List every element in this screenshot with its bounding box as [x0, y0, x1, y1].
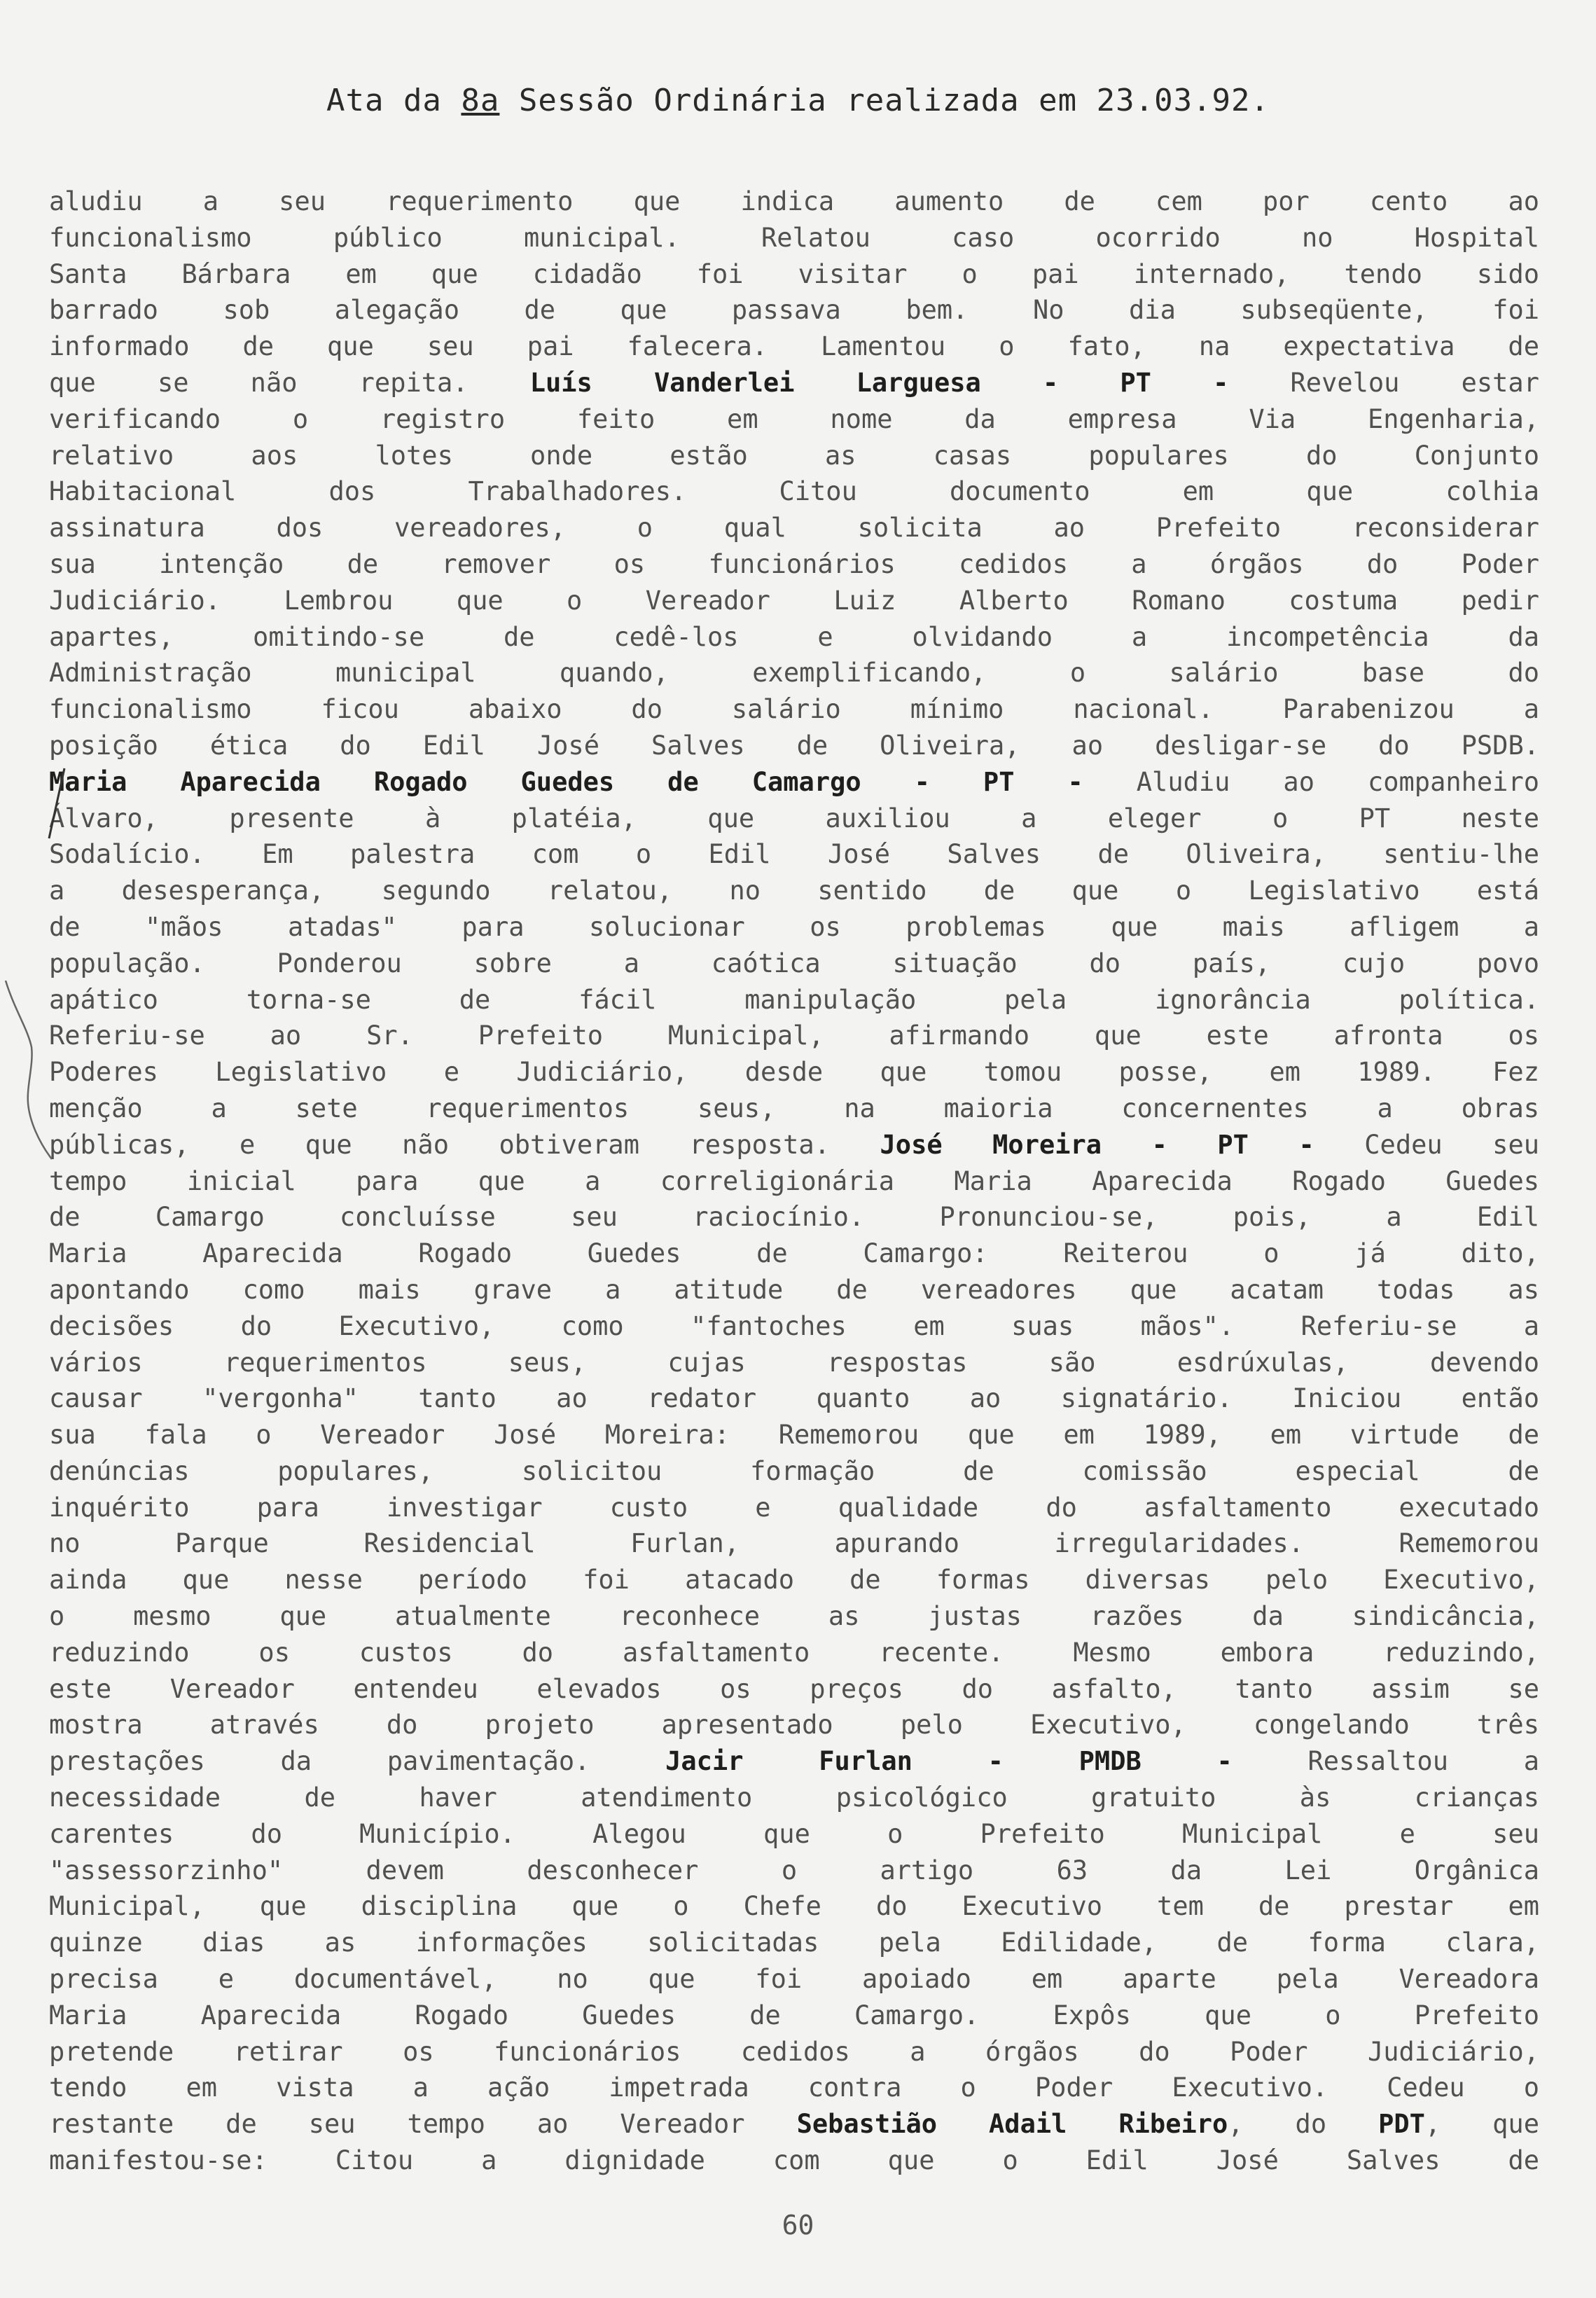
text-line: [49, 1199, 1539, 1235]
speaker-name: Luís Vanderlei Larguesa - PT -: [529, 367, 1229, 398]
text-line: [49, 256, 1539, 293]
text-line: [49, 1490, 1539, 1526]
text-line: [49, 184, 1539, 220]
text-segment: a desesperança, segundo relatou, no sentido de que o Legislativo está: [49, 875, 1539, 906]
text-line: [49, 1054, 1539, 1091]
text-line: [49, 1853, 1539, 1889]
speaker-name: Maria Aparecida Rogado Guedes de Camargo - PT -: [49, 766, 1083, 797]
text-line: [49, 801, 1539, 837]
text-line: [49, 546, 1539, 583]
text-line: [49, 691, 1539, 728]
text-line: [49, 2106, 1539, 2143]
text-segment: relativo aos lotes onde estão as casas populares do Conjunto: [49, 440, 1539, 471]
text-segment: que se não repita.: [49, 367, 530, 398]
text-segment: assinatura dos vereadores, o qual solicita ao Prefeito reconsiderar: [49, 513, 1539, 544]
text-line: [49, 1525, 1539, 1562]
text-segment: tendo em vista a ação impetrada contra o Poder Executivo. Cedeu o: [49, 2072, 1539, 2103]
text-segment: Revelou estar: [1228, 367, 1539, 398]
text-segment: de "mãos atadas" para solucionar os problemas que mais afligem a: [49, 911, 1539, 942]
text-line: [49, 292, 1539, 328]
text-line: [49, 2034, 1539, 2070]
text-segment: Álvaro, presente à platéia, que auxiliou a eleger o PT neste: [49, 803, 1539, 833]
speaker-name: Sebastião Adail Ribeiro: [796, 2109, 1228, 2140]
text-line: [49, 583, 1539, 619]
text-line: [49, 909, 1539, 946]
text-line: [49, 873, 1539, 909]
text-segment: este Vereador entendeu elevados os preços do asfalto, tanto assim se: [49, 1673, 1539, 1704]
text-line: [49, 836, 1539, 873]
text-line: [49, 220, 1539, 256]
text-segment: Aludiu ao companheiro: [1083, 766, 1540, 797]
text-segment: população. Ponderou sobre a caótica situação do país, cujo povo: [49, 948, 1539, 978]
text-line: [49, 1888, 1539, 1925]
text-line: [49, 1345, 1539, 1381]
text-segment: Habitacional dos Trabalhadores. Citou documento em que colhia: [49, 476, 1539, 507]
text-segment: sua fala o Vereador José Moreira: Rememorou que em 1989, em virtude de: [49, 1420, 1539, 1451]
handwritten-margin-mark: [0, 981, 56, 1191]
text-segment: pretende retirar os funcionários cedidos a órgãos do Poder Judiciário,: [49, 2036, 1539, 2067]
text-segment: de Camargo concluísse seu raciocínio. Pronunciou-se, pois, a Edil: [49, 1202, 1539, 1233]
text-segment: aludiu a seu requerimento que indica aumento de cem por cento ao: [49, 186, 1539, 216]
text-segment: mostra através do projeto apresentado pelo Executivo, congelando três: [49, 1710, 1539, 1740]
text-segment: Cedeu seu: [1314, 1129, 1539, 1160]
speaker-name: Jacir Furlan - PMDB -: [665, 1746, 1233, 1777]
text-segment: tempo inicial para que a correligionária Maria Aparecida Rogado Guedes: [49, 1165, 1539, 1196]
text-line: [49, 2143, 1539, 2179]
text-segment: apartes, omitindo-se de cedê-los e olvidando a incompetência da: [49, 621, 1539, 652]
text-segment: Referiu-se ao Sr. Prefeito Municipal, afirmando que este afronta os: [49, 1020, 1539, 1051]
text-segment: posição ética do Edil José Salves de Oliveira, ao desligar-se do PSDB.: [49, 730, 1539, 761]
text-line: [49, 1272, 1539, 1308]
text-segment: Municipal, que disciplina que o Chefe do Executivo tem de prestar em: [49, 1891, 1539, 1922]
text-line: [49, 510, 1539, 546]
text-segment: Maria Aparecida Rogado Guedes de Camargo. Expôs que o Prefeito: [49, 2000, 1539, 2030]
text-line: [49, 655, 1539, 691]
text-segment: sua intenção de remover os funcionários cedidos a órgãos do Poder: [49, 548, 1539, 579]
page-title: [0, 83, 1596, 118]
text-line: [49, 328, 1539, 365]
text-segment: funcionalismo público municipal. Relatou caso ocorrido no Hospital: [49, 222, 1539, 253]
text-segment: no Parque Residencial Furlan, apurando irregularidades. Rememorou: [49, 1528, 1539, 1559]
text-segment: reduzindo os custos do asfaltamento recente. Mesmo embora reduzindo,: [49, 1637, 1539, 1668]
text-line: [49, 1417, 1539, 1453]
text-segment: vários requerimentos seus, cujas respostas são esdrúxulas, devendo: [49, 1347, 1539, 1378]
minutes-body-text: [49, 184, 1539, 2179]
text-segment: inquérito para investigar custo e qualidade do asfaltamento executado: [49, 1492, 1539, 1523]
text-line: [49, 1961, 1539, 1998]
text-line: [49, 1562, 1539, 1598]
text-line: [49, 1743, 1539, 1780]
text-segment: Maria Aparecida Rogado Guedes de Camargo: Reiterou o já dito,: [49, 1238, 1539, 1269]
text-line: [49, 619, 1539, 656]
text-line: [49, 982, 1539, 1018]
text-line: [49, 1453, 1539, 1490]
title-suffix: Sessão Ordinária realizada em 23.03.92.: [499, 83, 1270, 118]
text-segment: , que: [1424, 2109, 1539, 2140]
text-segment: Administração municipal quando, exemplificando, o salário base do: [49, 658, 1539, 688]
text-segment: restante de seu tempo ao Vereador: [49, 2109, 797, 2140]
text-segment: apático torna-se de fácil manipulação pela ignorância política.: [49, 984, 1539, 1015]
text-line: [49, 1018, 1539, 1054]
text-segment: necessidade de haver atendimento psicológico gratuito às crianças: [49, 1783, 1539, 1813]
text-line: [49, 438, 1539, 474]
text-segment: denúncias populares, solicitou formação de comissão especial de: [49, 1455, 1539, 1486]
text-segment: decisões do Executivo, como "fantoches em suas mãos". Referiu-se a: [49, 1310, 1539, 1341]
text-segment: quinze dias as informações solicitadas pela Edilidade, de forma clara,: [49, 1927, 1539, 1958]
text-line: [49, 1635, 1539, 1671]
handwritten-corner-mark: [43, 765, 71, 842]
text-segment: carentes do Município. Alegou que o Prefeito Municipal e seu: [49, 1818, 1539, 1849]
text-line: [49, 1308, 1539, 1345]
text-segment: menção a sete requerimentos seus, na maioria concernentes a obras: [49, 1093, 1539, 1123]
text-segment: manifestou-se: Citou a dignidade com que o Edil José Salves de: [49, 2145, 1539, 2176]
text-segment: funcionalismo ficou abaixo do salário mínimo nacional. Parabenizou a: [49, 694, 1539, 725]
text-segment: públicas, e que não obtiveram resposta.: [49, 1129, 880, 1160]
text-line: [49, 365, 1539, 401]
text-line: [49, 1671, 1539, 1708]
text-line: [49, 1380, 1539, 1417]
text-line: [49, 1598, 1539, 1635]
text-line: [49, 1925, 1539, 1961]
speaker-name: José Moreira - PT -: [880, 1129, 1314, 1160]
text-line: [49, 946, 1539, 982]
text-line: [49, 764, 1539, 801]
text-line: [49, 1235, 1539, 1272]
title-prefix: Ata da: [326, 83, 462, 118]
text-line: [49, 1780, 1539, 1816]
text-segment: o mesmo que atualmente reconhece as justas razões da sindicância,: [49, 1601, 1539, 1632]
text-line: [49, 728, 1539, 764]
text-segment: Santa Bárbara em que cidadão foi visitar o pai internado, tendo sido: [49, 258, 1539, 289]
text-line: [49, 1707, 1539, 1743]
text-segment: apontando como mais grave a atitude de vereadores que acatam todas as: [49, 1274, 1539, 1305]
text-line: [49, 1091, 1539, 1127]
text-line: [49, 1998, 1539, 2034]
text-segment: Poderes Legislativo e Judiciário, desde que tomou posse, em 1989. Fez: [49, 1057, 1539, 1088]
text-line: [49, 1816, 1539, 1853]
text-line: [49, 1163, 1539, 1200]
text-segment: causar "vergonha" tanto ao redator quanto ao signatário. Iniciou então: [49, 1383, 1539, 1414]
text-segment: "assessorzinho" devem desconhecer o artigo 63 da Lei Orgânica: [49, 1855, 1539, 1885]
text-segment: prestações da pavimentação.: [49, 1746, 666, 1777]
text-segment: barrado sob alegação de que passava bem. No dia subseqüente, foi: [49, 295, 1539, 326]
text-line: [49, 2070, 1539, 2106]
text-segment: Sodalício. Em palestra com o Edil José Salves de Oliveira, sentiu-lhe: [49, 839, 1539, 870]
speaker-name: PDT: [1378, 2109, 1425, 2140]
text-segment: verificando o registro feito em nome da empresa Via Engenharia,: [49, 403, 1539, 434]
text-segment: , do: [1228, 2109, 1379, 2140]
title-ordinal: 8a: [461, 83, 500, 118]
page-number: 60: [782, 2210, 814, 2241]
text-line: [49, 401, 1539, 438]
text-line: [49, 1127, 1539, 1163]
text-segment: informado de que seu pai falecera. Lamentou o fato, na expectativa de: [49, 331, 1539, 362]
text-segment: precisa e documentável, no que foi apoiado em aparte pela Vereadora: [49, 1964, 1539, 1995]
text-line: [49, 473, 1539, 510]
text-segment: Judiciário. Lembrou que o Vereador Luiz Alberto Romano costuma pedir: [49, 585, 1539, 616]
text-segment: ainda que nesse período foi atacado de formas diversas pelo Executivo,: [49, 1565, 1539, 1596]
text-segment: Ressaltou a: [1232, 1746, 1539, 1777]
